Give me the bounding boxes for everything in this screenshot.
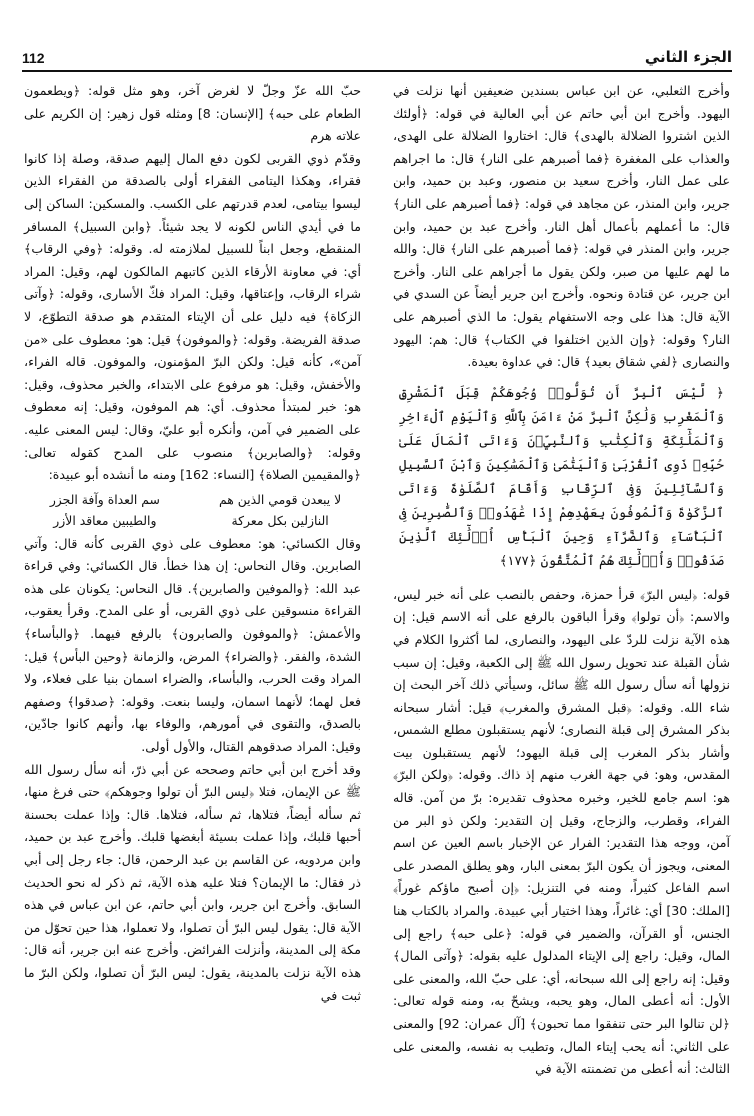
page-number: 112 <box>22 50 45 66</box>
poem <box>24 489 361 531</box>
poem-line <box>24 489 361 510</box>
left-column <box>24 80 361 1007</box>
poem-hemistich: لا يبعدن قومي الذين هم <box>218 491 342 507</box>
left-column-commentary: وقال الكسائي: هو: معطوف على ذوي القربى كأنه قال: وآتي الصابرين. وقال النحاس: إن هذا خطأ. قال الكسائي: وفي قراءة عبد الله: ﴿والموفين والصابرين﴾. قال النحاس: يكونان على هذه القراءة منسوقين على ذوي القربى، أو على المدح. وقرأ يعقوب، والأعمش: ﴿والموفون والصابرون﴾ بالرفع فيهما. ﴿والبأساء﴾ الشدة، والفقر. ﴿والضراء﴾ المرض، والزمانة ﴿وحين البأس﴾ قيل: المراد وقت الحرب، والبأساء، والضراء اسمان بنيا على فعلاء، ولا فعل لهما؛ لأنهما اسمان، وليسا بنعت. وقوله: ﴿صدقوا﴾ وصفهم بالصدق، والتقوى في أمورهم، والوفاء بها، وأنهم كانوا جادّين، وقيل: المراد صدقوهم القتال، والأول أولى. وقد أخرج ابن أبي حاتم وصححه عن أبي ذرّ، أنه سأل رسول الله ﷺ عن الإيمان، فتلا ﴿ليس البرّ أن تولوا وجوهكم﴾ حتى فرغ منها، ثم سأله أيضاً، فتلاها، ثم سأله، فتلاها. قال: وإذا عملت بحسنة أحبها قلبك، وإذا عملت بسيئة أبغضها قلبك. وأخرج عبد بن حميد، وابن مردويه، عن القاسم بن عبد الرحمن، قال: جاء رجل إلى أبي ذر فقال: ما الإيمان؟ فتلا عليه هذه الآية، ثم ذكر له نحو الحديث السابق. وأخرج ابن جرير، وابن أبي حاتم، عن ابن عباس في هذه الآية قال: يقول ليس البرّ أن تصلوا، ولا تعملوا، هذا حين تحوّل من مكة إلى المدينة، وأنزلت الفرائض. وأخرج عنه ابن جرير، أنه قال: هذه الآية نزلت بالمدينة، يقول: ليس البرّ أن تصلوا، ولكن البرّ ما ثبت في <box>24 535 361 1003</box>
running-title: الجزء الثاني <box>644 48 732 66</box>
right-column-commentary: قوله: ﴿ليس البرّ﴾ قرأ حمزة، وحفص بالنصب على أنه خبر ليس، والاسم: ﴿أن تولوا﴾ وقرأ الباقون بالرفع على أنه الاسم قيل: إن هذه الآية نزلت للردّ على اليهود، والنصارى، لما أكثروا الكلام في شأن القبلة عند تحويل رسول الله ﷺ إلى الكعبة، وقيل: إن سبب نزولها أنه سأل رسول الله ﷺ سائل، وسيأتي ذلك آخر البحث إن شاء الله. وقوله: ﴿قبل المشرق والمغرب﴾ قيل: أشار سبحانه بذكر المشرق إلى قبلة النصارى؛ لأنهم يستقبلون مطلع الشمس، وأشار بذكر المغرب إلى قبلة اليهود؛ لأنهم يستقبلون بيت المقدس، وهو: في جهة الغرب منهم إذ ذاك. وقوله: ﴿ولكن البرّ﴾ هو: اسم جامع للخير، وخبره محذوف تقديره: برّ من آمن. قاله الفراء، وقطرب، والزجاج، وقيل إن التقدير: ولكن ذو البر من آمن، ووجه هذا التقدير: الفرار عن الإخبار باسم العين عن اسم المعنى، ويجوز أن يكون البرّ بمعنى البار، وهو يطلق المصدر على اسم الفاعل كثيراً، ومنه في التنزيل: ﴿إن أصبح ماؤكم غوراً﴾ [الملك: 30] أي: غائراً، وهذا اختيار أبي عبيدة. والمراد بالكتاب هنا الجنس، أو القرآن، والضمير في قوله: ﴿على حبه﴾ راجع إلى المال، وقيل: راجع إلى الإيتاء المدلول عليه بقوله: ﴿وآتى المال﴾ وقيل: إنه راجع إلى الله سبحانه، أي: على حبّ الله، والمعنى على الأول: أنه أعطى المال، وهو يحبه، ويشحّ به، ومنه قوله تعالى: ﴿لن تنالوا البر حتى تنفقوا مما تحبون﴾ [آل عمران: 92] والمعنى على الثاني: أنه يحب إيتاء المال، وتطيب به نفسه، والمعنى على الثالث: أنه أعطى من تضمنته الآية في <box>393 586 731 1077</box>
right-column <box>393 80 730 1081</box>
left-column-paragraph: حبّ الله عزّ وجلّ لا لغرض آخر، وهو مثل قوله: ﴿ويطعمون الطعام على حبه﴾ [الإنسان: 8] ومثله قول زهير: إن الكريم على علاته هرم وقدّم ذوي القربى لكون دفع المال إليهم صدقة، وصلة إذا كانوا فقراء، وهكذا اليتامى الفقراء أولى بالصدقة من الفقراء الذين ليسوا بيتامى، لعدم قدرتهم على الكسب. والمسكين: الساكن إلى ما في أيدي الناس لكونه لا يجد شيئاً. ﴿وابن السبيل﴾ المسافر المنقطع، وجعل ابناً للسبيل لملازمته له. وقوله: ﴿وفي الرقاب﴾ أي: في معاونة الأرقاء الذين كاتبهم المالكون لهم، وقيل: المراد شراء الرقاب، وإعتاقها، وقيل: المراد فكّ الأسارى، وقوله: ﴿وآتى الزكاة﴾ فيه دليل على أن الإيتاء المتقدم هو صدقة التطوّع، لا صدقة الفريضة. وقوله: ﴿والموفون﴾ قيل: هو: معطوف على «من آمن»، كأنه قيل: ولكن البرّ المؤمنون، والموفون. قاله الفراء، والأخفش، وقيل: هو مرفوع على الابتداء، والخبر محذوف، وقيل: هو: خبر لمبتدأ محذوف. أي: هم الموفون، وقيل: إنه معطوف على الضمير في آمن، وأنكره أبو عليّ، وقال: ليس المعنى عليه. وقوله: ﴿والصابرين﴾ منصوب على المدح كقوله تعالى: ﴿والمقيمين الصلاة﴾ [النساء: 162] ومنه ما أنشده أبو عبيدة: <box>24 83 361 483</box>
poem-hemistich: والطيبين معاقد الأزر <box>53 512 157 528</box>
poem-line <box>24 510 361 531</box>
poem-hemistich: النازلين بكل معركة <box>231 512 329 528</box>
right-column-paragraph: وأخرج الثعلبي، عن ابن عباس بسندين ضعيفين أنها نزلت في اليهود. وأخرج ابن أبي حاتم عن أبي العالية في قوله: ﴿أولئك الذين اشتروا الضلالة بالهدى﴾ قال: اختاروا الضلالة على الهدى، والعذاب على المغفرة ﴿فما أصبرهم على النار﴾ قال: ما اجراهم على عمل النار، وأخرج سعيد بن منصور، وعبد بن حميد، وابن جرير، وابن المنذر، عن مجاهد في قوله: ﴿فما أصبرهم على النار﴾ قال: ما أعملهم بأعمال أهل النار. وأخرج عبد بن حميد، وابن جرير، وابن المنذر في قوله: ﴿فما أصبرهم على النار﴾ قال: والله ما لهم عليها من صبر، ولكن يقول ما أجراهم على النار. وأخرج ابن جرير، عن قتادة ونحوه. وأخرج ابن جرير أيضاً عن السدي في الآية قال: هذا على وجه الاستفهام يقول: ما الذي أصبرهم على النار؟ وقوله: ﴿وإن الذين اختلفوا في الكتاب﴾ قال: هم: اليهود والنصارى ﴿لفي شقاق بعيد﴾ قال: في عداوة بعيدة. <box>393 83 730 370</box>
poem-hemistich: سم العداة وآفة الجزر <box>49 491 160 507</box>
quran-verse: ﴿ لَّيْسَ ٱلْبِرَّ أَن تُوَلُّوا۟ وُجُوهَكُمْ قِبَلَ ٱلْمَشْرِقِ وَٱلْمَغْرِبِ وَلَٰكِنَّ ٱلْبِرَّ مَنْ ءَامَنَ بِٱللَّهِ وَٱلْيَوْمِ ٱلْءَاخِرِ وَٱلْمَلَٰٓئِكَةِ وَٱلْكِتَٰبِ وَٱلنَّبِيِّۦنَ وَءَاتَى ٱلْمَالَ عَلَىٰ حُبِّهِۦ ذَوِى ٱلْقُرْبَىٰ وَٱلْيَتَٰمَىٰ وَٱلْمَسَٰكِينَ وَٱبْنَ ٱلسَّبِيلِ وَٱلسَّآئِلِينَ وَفِى ٱلرِّقَابِ وَأَقَامَ ٱلصَّلَوٰةَ وَءَاتَى ٱلزَّكَوٰةَ وَٱلْمُوفُونَ بِعَهْدِهِمْ إِذَا عَٰهَدُوا۟ وَٱلصَّٰبِرِينَ فِى ٱلْبَأْسَآءِ وَٱلضَّرَّآءِ وَحِينَ ٱلْبَأْسِ أُو۟لَٰٓئِكَ ٱلَّذِينَ صَدَقُوا۟ وَأُو۟لَٰٓئِكَ هُمُ ٱلْمُتَّقُونَ ﴿١٧٧﴾ <box>399 385 724 569</box>
page-header <box>22 44 732 72</box>
